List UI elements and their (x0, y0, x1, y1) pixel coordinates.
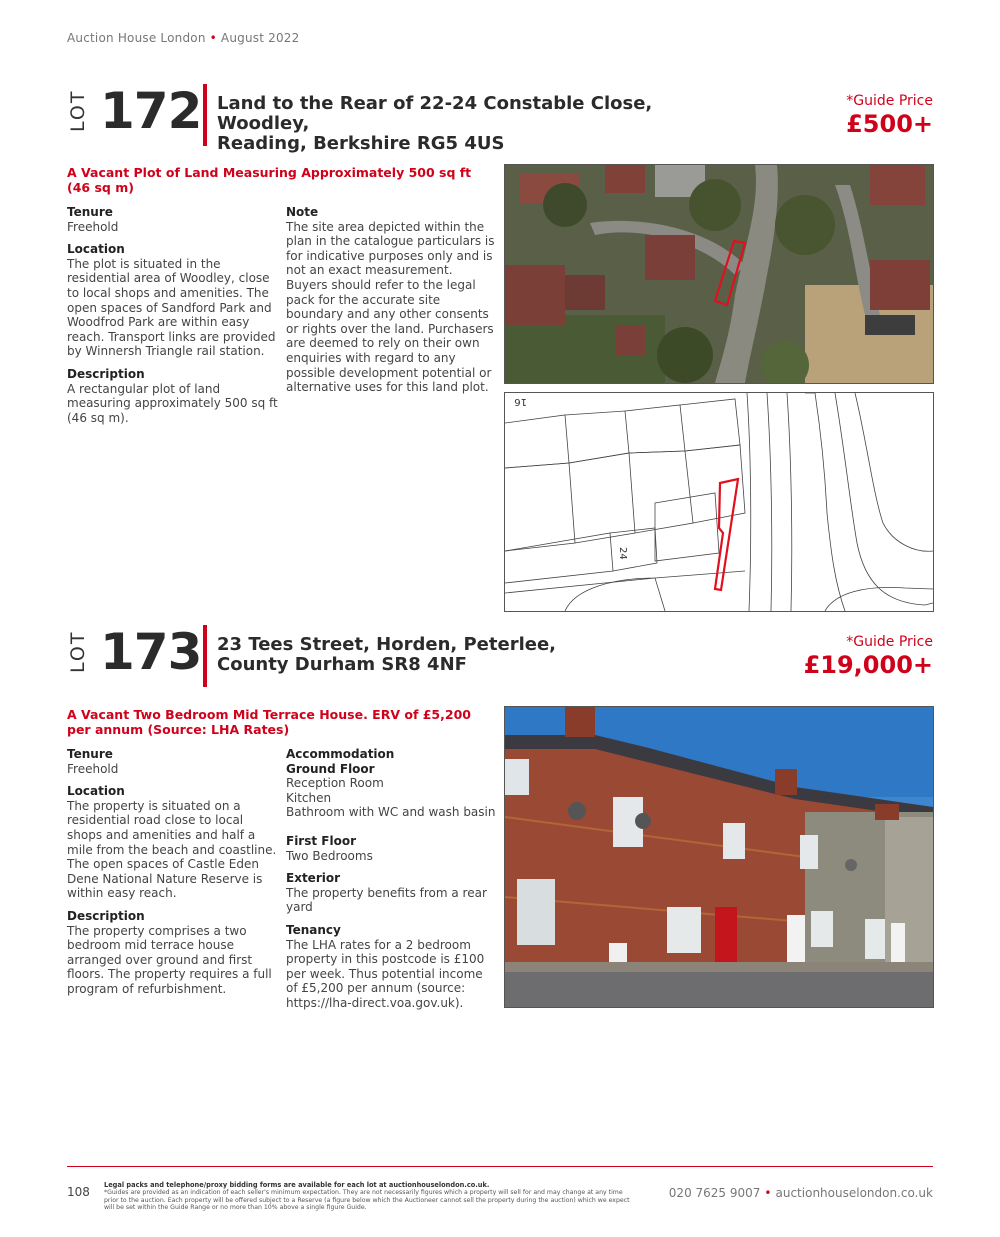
issue-date: August 2022 (220, 31, 300, 45)
phone-number: 020 7625 9007 (668, 1186, 761, 1200)
lot-172 (67, 82, 933, 612)
details-left-column (67, 747, 279, 1005)
site-plan (504, 392, 934, 612)
property-photo (504, 706, 934, 1008)
guide-price-disclaimer: *Guides are provided as an indication of each seller's minimum expectation. They are not necessarily figures which a property will sell for and may change at any time prior to the auction. Each property will be offered subject to a Reserve (a figure below which the Auctioneer cannot sell the property during the auction) which we expect will be set within the Guide Range or no more than 10% above a single figure Guide. (104, 1189, 630, 1212)
legal-pack-note: Legal packs and telephone/proxy bidding forms are available for each lot at auctionhouselondon.co.uk. (104, 1181, 490, 1189)
property-address (217, 635, 737, 675)
page-number: 108 (67, 1185, 90, 1199)
title-divider (203, 625, 207, 687)
tenure-value: Freehold (67, 761, 119, 776)
brand-name: Auction House London (67, 31, 206, 45)
footer-contact (669, 1186, 933, 1200)
tenure-heading: Tenure (67, 747, 113, 761)
site-plan-drawing (505, 393, 933, 611)
bullet-separator: • (764, 1186, 772, 1200)
address-line-2: County Durham SR8 4NF (217, 654, 467, 675)
ground-floor-item: Kitchen (286, 790, 332, 805)
description-heading: Description (67, 908, 145, 923)
lot-number: 172 (100, 82, 202, 140)
guide-price: £19,000+ (803, 651, 933, 679)
description-heading: Description (67, 366, 145, 381)
details-right-column (286, 205, 496, 403)
running-header (67, 31, 299, 45)
aerial-image (505, 165, 933, 383)
aerial-photo (504, 164, 934, 384)
lot-label: LOT (67, 89, 89, 132)
guide-price-label: *Guide Price (846, 93, 933, 109)
accommodation-heading: Accommodation (286, 747, 395, 761)
address-line-2: Reading, Berkshire RG5 4US (217, 133, 505, 154)
description-text: The property comprises a two bedroom mid terrace house arranged over ground and first floors. The property requires a full program of refurbishment. (67, 923, 272, 996)
lot-number: 173 (100, 623, 202, 681)
first-floor-heading: First Floor (286, 833, 357, 848)
terrace-house-image (505, 707, 933, 1007)
address-line-1: 23 Tees Street, Horden, Peterlee, (217, 634, 557, 655)
plot-number-label-top: 16 (514, 396, 527, 407)
bullet-separator: • (209, 31, 217, 45)
note-text: The site area depicted within the plan in the catalogue particulars is for indicative purposes only and is not an exact measurement. Buyers should refer to the legal pack for the accurate site boundary and any other consents or rights over the land. Purchasers are deemed to rely on their own enquiries with regard to any possible development potential or alternative uses for this land plot. (286, 219, 495, 395)
exterior-heading: Exterior (286, 871, 341, 886)
tenure-value: Freehold (67, 219, 119, 234)
lot-173 (67, 623, 933, 1013)
tenancy-heading: Tenancy (286, 922, 341, 937)
lot-subheading: A Vacant Two Bedroom Mid Terrace House. ERV of £5,200 per annum (Source: LHA Rates) (67, 707, 471, 737)
footer-legal (104, 1182, 634, 1212)
website-link[interactable]: auctionhouselondon.co.uk (775, 1186, 933, 1200)
location-text: The property is situated on a residential road close to local shops and amenities and half a mile from the beach and coastline. The open spaces of Castle Eden Dene National Nature Reserve is within easy reach. (67, 798, 277, 901)
tenure-heading: Tenure (67, 205, 113, 219)
location-heading: Location (67, 242, 125, 257)
description-text: A rectangular plot of land measuring approximately 500 sq ft (46 sq m). (67, 381, 278, 425)
note-heading: Note (286, 205, 319, 219)
first-floor-item: Two Bedrooms (286, 848, 373, 863)
guide-price: £500+ (846, 110, 933, 138)
title-divider (203, 84, 207, 146)
property-address (217, 94, 737, 154)
address-line-1: Land to the Rear of 22-24 Constable Close, Woodley, (217, 93, 653, 134)
details-left-column (67, 205, 279, 433)
plot-number-label-24: 24 (617, 547, 628, 560)
guide-price-label: *Guide Price (846, 634, 933, 650)
ground-floor-item: Reception Room (286, 776, 384, 791)
lot-label: LOT (67, 630, 89, 673)
lot-subheading: A Vacant Plot of Land Measuring Approximately 500 sq ft (46 sq m) (67, 165, 472, 195)
details-right-column (286, 747, 496, 1019)
location-heading: Location (67, 784, 125, 799)
location-text: The plot is situated in the residential area of Woodley, close to local shops and amenities. The open spaces of Sandford Park and Woodfrod Park are within easy reach. Transport links are provided by Winnersh Triangle rail station. (67, 256, 276, 359)
ground-floor-item: Bathroom with WC and wash basin (286, 805, 496, 820)
exterior-text: The property benefits from a rear yard (286, 885, 487, 915)
ground-floor-heading: Ground Floor (286, 761, 375, 776)
footer-rule (67, 1166, 933, 1167)
tenancy-text: The LHA rates for a 2 bedroom property in this postcode is £100 per week. Thus potential income of £5,200 per annum (source: https://lha-direct.voa.gov.uk). (286, 937, 485, 1010)
